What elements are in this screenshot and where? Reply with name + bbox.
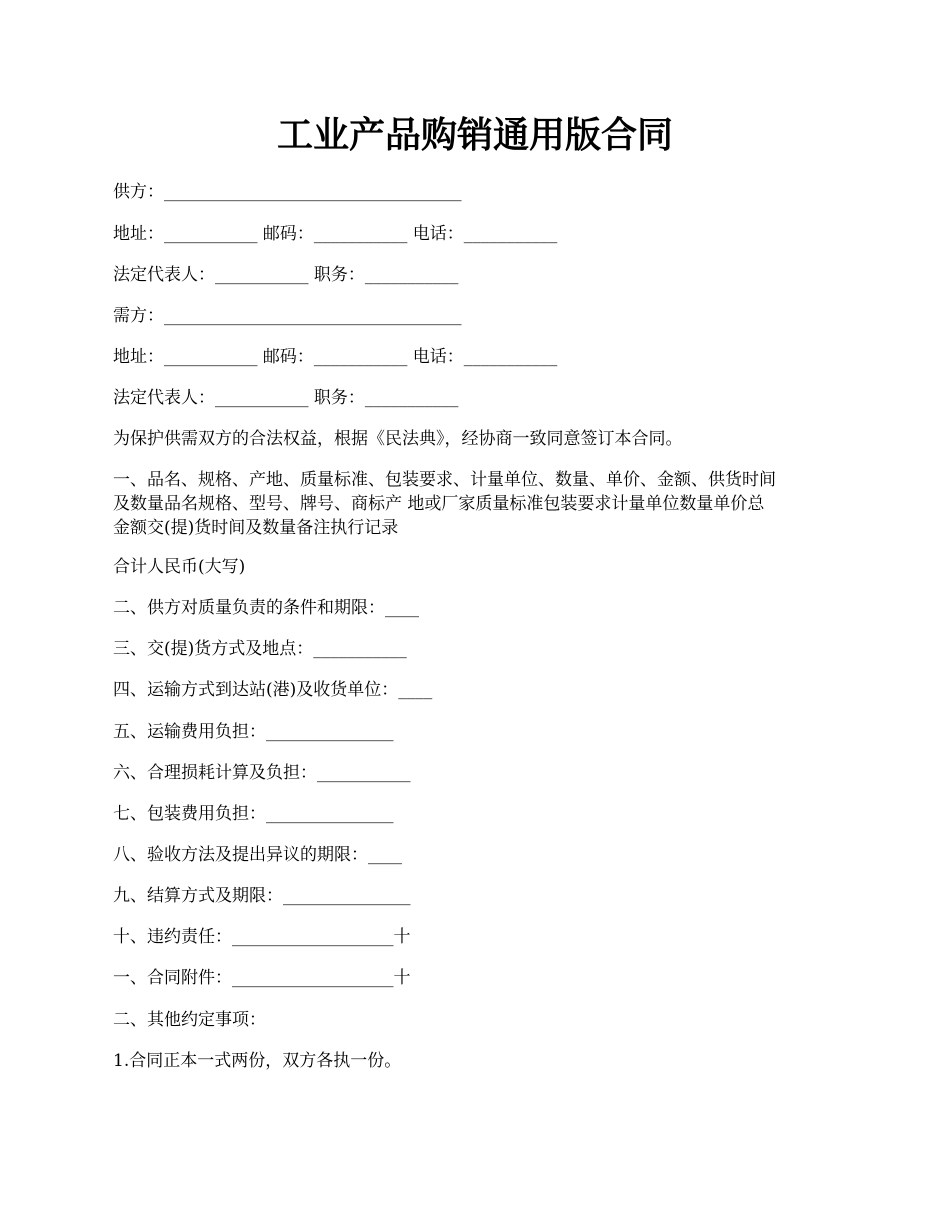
clause-5-line: 五、运输费用负担：_______________ bbox=[113, 722, 394, 742]
clause-2-line: 二、供方对质量负责的条件和期限：____ bbox=[113, 598, 419, 618]
clause-1-line-2: 及数量品名规格、型号、牌号、商标产 地或厂家质量标准包装要求计量单位数量单价总 bbox=[113, 494, 765, 514]
buyer-representative-line: 法定代表人：___________ 职务：___________ bbox=[113, 388, 459, 408]
clause-1-line-3: 金额交(提)货时间及数量备注执行记录 bbox=[113, 518, 399, 538]
buyer-line: 需方：___________________________________ bbox=[113, 306, 462, 326]
buyer-address-line: 地址：___________ 邮码：___________ 电话：___________ bbox=[113, 347, 558, 367]
clause-10-line: 十、违约责任：___________________十 bbox=[113, 927, 411, 947]
clause-7-line: 七、包装费用负担：_______________ bbox=[113, 804, 394, 824]
clause-11-line: 一、合同附件：___________________十 bbox=[113, 968, 411, 988]
clause-4-line: 四、运输方式到达站(港)及收货单位：____ bbox=[113, 680, 433, 700]
clause-8-line: 八、验收方法及提出异议的期限：____ bbox=[113, 845, 402, 865]
clause-9-line: 九、结算方式及期限：_______________ bbox=[113, 886, 411, 906]
item-1-line: 1.合同正本一式两份，双方各执一份。 bbox=[113, 1051, 402, 1071]
preamble-text: 为保护供需双方的合法权益，根据《民法典》，经协商一致同意签订本合同。 bbox=[113, 429, 683, 449]
total-amount-line: 合计人民币(大写) bbox=[113, 557, 246, 577]
clause-1-paragraph bbox=[113, 468, 843, 540]
clause-1-line-1: 一、品名、规格、产地、质量标准、包装要求、计量单位、数量、单价、金额、供货时间 bbox=[113, 470, 776, 490]
supplier-line: 供方：___________________________________ bbox=[113, 182, 462, 202]
supplier-address-line: 地址：___________ 邮码：___________ 电话：___________ bbox=[113, 224, 558, 244]
clause-6-line: 六、合理损耗计算及负担：___________ bbox=[113, 763, 411, 783]
supplier-representative-line: 法定代表人：___________ 职务：___________ bbox=[113, 265, 459, 285]
clause-12-line: 二、其他约定事项： bbox=[113, 1010, 266, 1030]
document-title: 工业产品购销通用版合同 bbox=[276, 115, 673, 156]
clause-3-line: 三、交(提)货方式及地点：___________ bbox=[113, 639, 407, 659]
